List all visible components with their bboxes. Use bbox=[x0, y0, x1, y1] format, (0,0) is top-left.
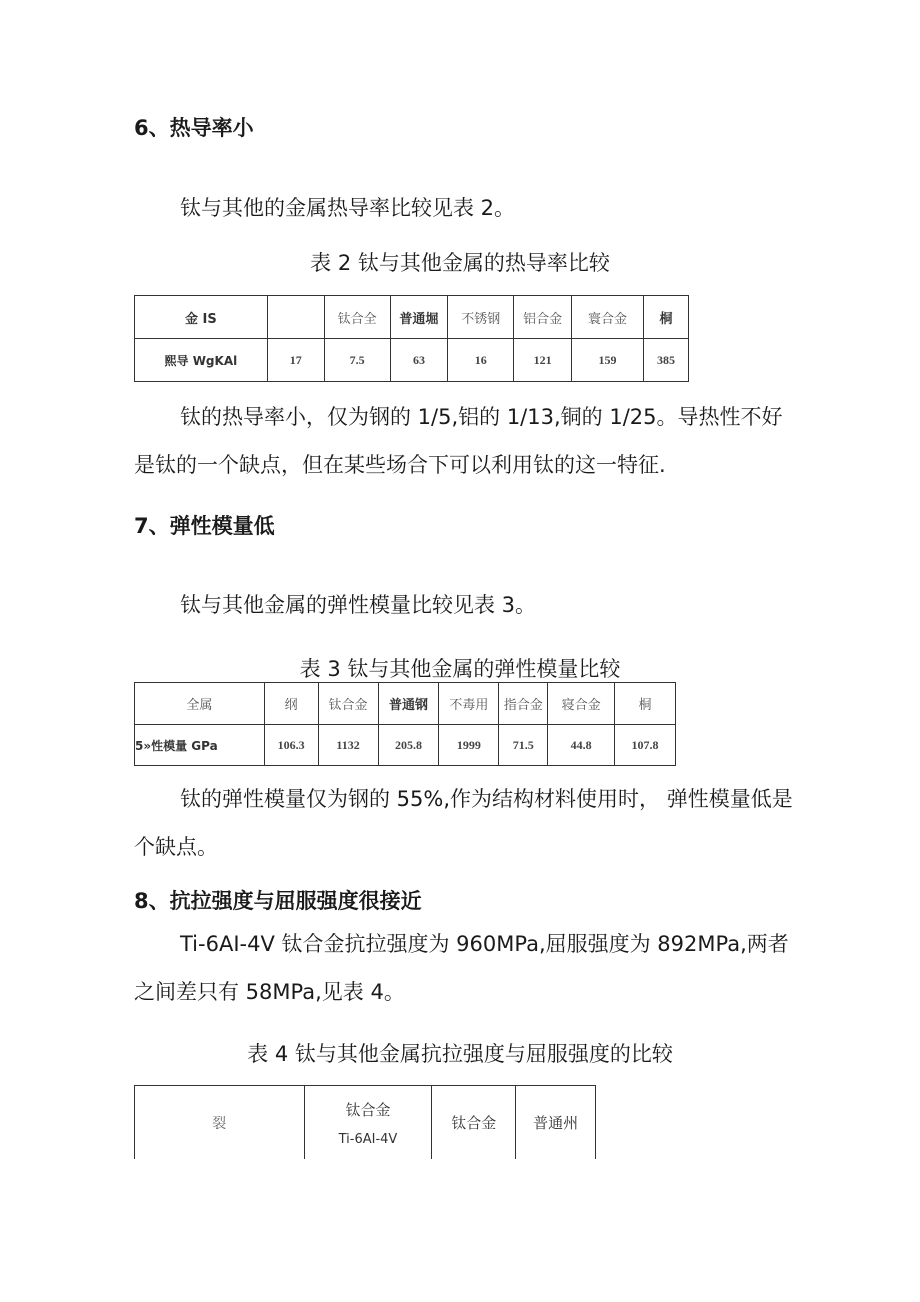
table-2-cell: 121 bbox=[514, 339, 572, 382]
table-4-header-cell: 普通州 bbox=[516, 1086, 596, 1160]
table-2-caption: 表 2 钛与其他金属的热导率比较 bbox=[310, 251, 610, 275]
table-3-row-label: 5»性模量 GPa bbox=[135, 725, 265, 766]
table-2-header-cell: 不锈钢 bbox=[448, 296, 514, 339]
section-8-body: Ti-6AI-4V 钛合金抗拉强度为 960MPa,屈服强度为 892MPa,两者之间差只有 58MPa,见表 4。 bbox=[134, 932, 789, 1004]
table-3-cell: 205.8 bbox=[378, 725, 439, 766]
table-2-header-cell: 桐 bbox=[643, 296, 688, 339]
table-4-header-row bbox=[135, 1086, 596, 1160]
table-4 bbox=[134, 1085, 596, 1159]
table-4-header-cell: 裂 bbox=[135, 1086, 305, 1160]
table-3-header-cell: 纲 bbox=[264, 683, 318, 725]
table-2-cell: 7.5 bbox=[324, 339, 390, 382]
table-2-header-cell: 铝合金 bbox=[514, 296, 572, 339]
table-2-header-cell: 金 IS bbox=[135, 296, 268, 339]
table-3-header-cell: 指合金 bbox=[499, 683, 548, 725]
section-7-body: 钛的弹性模量仅为钢的 55%,作为结构材料使用时， 弹性模量低是个缺点。 bbox=[134, 787, 793, 859]
table-2-header-cell: 普通堀 bbox=[390, 296, 448, 339]
table-2-cell: 159 bbox=[572, 339, 644, 382]
table-4-header-text: 钛合金 bbox=[345, 1100, 391, 1119]
table-4-caption: 表 4 钛与其他金属抗拉强度与屈服强度的比较 bbox=[247, 1042, 673, 1066]
table-2-header-cell: 寰合金 bbox=[572, 296, 644, 339]
table-3-caption: 表 3 钛与其他金属的弹性模量比较 bbox=[299, 657, 621, 681]
table-3-header-cell: 桐 bbox=[615, 683, 676, 725]
table-2-cell: 385 bbox=[643, 339, 688, 382]
table-4-header-subtext: Ti-6AI-4V bbox=[338, 1131, 398, 1147]
table-2-header-cell: 钛合全 bbox=[324, 296, 390, 339]
table-3-header-row bbox=[135, 683, 676, 725]
table-3-header-cell: 全属 bbox=[135, 683, 265, 725]
table-3-cell: 106.3 bbox=[264, 725, 318, 766]
section-8-heading: 8、抗拉强度与屈服强度很接近 bbox=[134, 889, 422, 913]
table-4-header-cell bbox=[304, 1086, 432, 1160]
table-3-header-cell: 钛合金 bbox=[318, 683, 378, 725]
table-2-cell: 16 bbox=[448, 339, 514, 382]
section-6-intro: 钛与其他的金属热导率比较见表 2。 bbox=[180, 196, 516, 220]
table-3-cell: 1132 bbox=[318, 725, 378, 766]
table-3-header-cell: 普通钢 bbox=[378, 683, 439, 725]
table-3-cell: 44.8 bbox=[548, 725, 615, 766]
table-2-data-row bbox=[135, 339, 689, 382]
table-3-cell: 1999 bbox=[439, 725, 499, 766]
section-7-heading: 7、弹性模量低 bbox=[134, 514, 275, 538]
table-3-header-cell: 寝合金 bbox=[548, 683, 615, 725]
table-3-cell: 107.8 bbox=[615, 725, 676, 766]
table-3-cell: 71.5 bbox=[499, 725, 548, 766]
table-3 bbox=[134, 682, 676, 766]
table-3-data-row bbox=[135, 725, 676, 766]
section-6-body: 钛的热导率小，仅为钢的 1/5,铝的 1/13,铜的 1/25。导热性不好是钛的一个缺点，但在某些场合下可以利用钛的这一特征. bbox=[134, 405, 783, 477]
table-2-header-row bbox=[135, 296, 689, 339]
table-2-cell: 63 bbox=[390, 339, 448, 382]
table-2-header-cell bbox=[267, 296, 324, 339]
table-2 bbox=[134, 295, 689, 382]
table-3-header-cell: 不毒用 bbox=[439, 683, 499, 725]
table-4-header-cell: 钛合金 bbox=[432, 1086, 516, 1160]
section-6-heading: 6、热导率小 bbox=[134, 116, 254, 140]
table-2-cell: 17 bbox=[267, 339, 324, 382]
section-7-intro: 钛与其他金属的弹性模量比较见表 3。 bbox=[180, 593, 537, 617]
table-2-row-label: 熙导 WgKAl bbox=[135, 339, 268, 382]
